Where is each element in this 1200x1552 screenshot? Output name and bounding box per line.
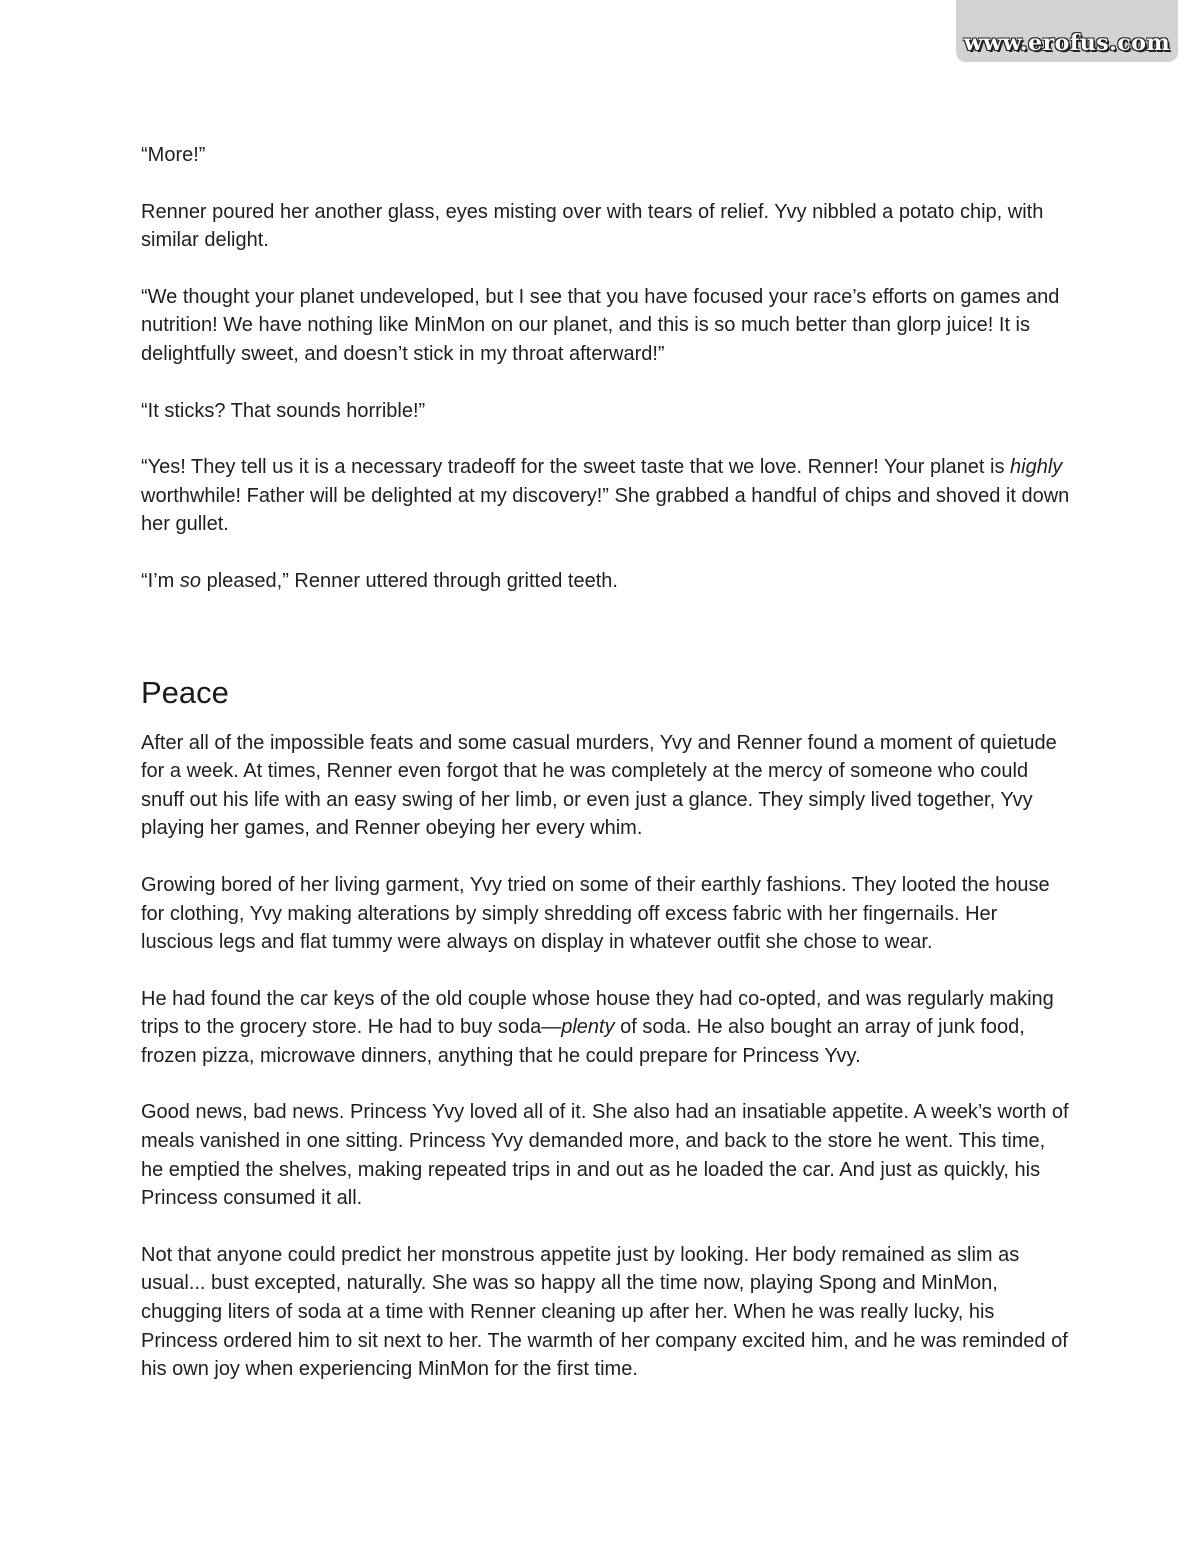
paragraph: Growing bored of her living garment, Yvy tried on some of their earthly fashions. They looted the house for clothing, Yvy making alterations by simply shredding off excess fabric with her fingernails. Her luscious legs and flat tummy were always on display in whatever outfit she chose to wear. [141,873,1050,954]
paragraph [141,567,1071,596]
emphasis-text: plenty [561,1016,615,1039]
section-heading: Peace [141,674,229,710]
watermark-badge [956,0,1178,62]
paragraph [141,453,1071,539]
paragraph-text: of soda. He also bought an array of junk food, frozen pizza, microwave dinners, anything that he could prepare for Princess Yvy. [141,1016,1025,1067]
paragraph-text: worthwhile! Father will be delighted at my discovery!” She grabbed a handful of chips and shoved it down her gullet. [141,484,1070,536]
paragraph: Renner poured her another glass, eyes misting over with tears of relief. Yvy nibbled a potato chip, with similar delight. [141,200,1044,252]
paragraph: “It sticks? That sounds horrible!” [141,399,426,422]
emphasis-text: so [179,569,202,592]
paragraph: Good news, bad news. Princess Yvy loved all of it. She also had an insatiable appetite. A week’s worth of meals vanished in one sitting. Princess Yvy demanded more, and back to the store he went. This time, he emptied the shelves, making repeated trips in and out as he loaded the car. And just as quickly, his Princess consumed it all. [141,1101,1069,1210]
page-content [141,141,1071,1412]
watermark-text: www.erofus.com [963,30,1171,56]
paragraph: After all of the impossible feats and some casual murders, Yvy and Renner found a moment of quietude for a week. At times, Renner even forgot that he was completely at the mercy of someone who could snuff out his life with an easy swing of her limb, or even just a glance. They simply lived together, Yvy playing her games, and Renner obeying her every whim. [141,731,1057,840]
paragraph: “We thought your planet undeveloped, but I see that you have focused your race’s efforts on games and nutrition! We have nothing like MinMon on our planet, and this is so much better than glorp juice! It is delightfully sweet, and doesn’t stick in my throat afterward!” [141,285,1060,365]
paragraph-text: pleased,” Renner uttered through gritted teeth. [201,569,618,592]
paragraph-text: “Yes! They tell us it is a necessary tradeoff for the sweet taste that we love. Renner! Your planet is [141,456,1011,479]
emphasis-text: highly [1010,456,1063,479]
paragraph-text: “I’m [141,569,180,592]
paragraph: “More!” [141,144,206,166]
paragraph: Not that anyone could predict her monstrous appetite just by looking. Her body remained as slim as usual... bust excepted, naturally. She was so happy all the time now, playing Spong and MinMon, chugging liters of soda at a time with Renner cleaning up after her. When he was really lucky, his Princess ordered him to sit next to her. The warmth of her company excited him, and he was reminded of his own joy when experiencing MinMon for the first time. [141,1243,1068,1381]
paragraph [141,985,1071,1071]
paragraph-text: He had found the car keys of the old couple whose house they had co-opted, and was regularly making trips to the grocery store. He had to buy soda— [141,987,1054,1039]
